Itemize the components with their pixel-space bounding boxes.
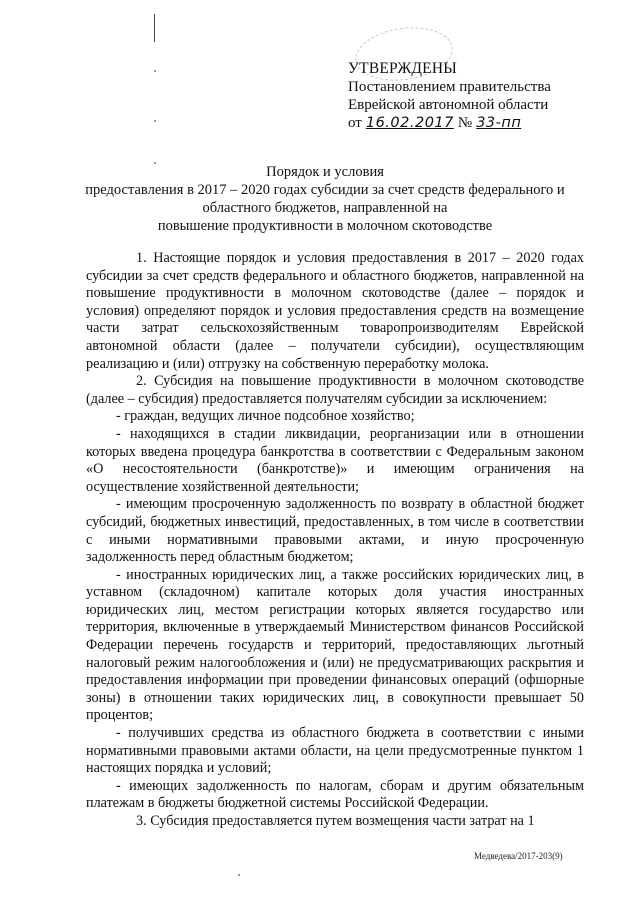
approval-line-2: Еврейской автономной области (348, 97, 549, 113)
footer-code: Медведева/2017-203(9) (474, 851, 563, 861)
approval-block (348, 60, 618, 132)
exclusion-item: - граждан, ведущих личное подсобное хозяйство; (116, 408, 415, 425)
paragraph-3: 3. Субсидия предоставляется путем возмещения части затрат на 1 (136, 813, 535, 829)
scan-speck (154, 120, 156, 122)
exclusion-item: - находящихся в стадии ликвидации, реорганизации или в отношении которых введена процедура банкротства в соответствии с Федеральным законом «О несостоятельности (банкротстве)» и имеющим ограничения на осуществление хозяйственной деятельности; (86, 425, 584, 495)
document-title (40, 163, 610, 235)
approval-date-line (348, 114, 618, 132)
exclusion-item: - имеющих задолженность по налогам, сборам и другим обязательным платежам в бюджеты бюджетной системы Российской Федерации. (86, 777, 584, 812)
title-line-3: областного бюджетов, направленной на (202, 200, 448, 216)
exclusion-item: - иностранных юридических лиц, а также российских юридических лиц, в уставном (складочном) капитале которых доля участия иностранных юридических лиц, местом регистрации которых является государство или территория, включенные в утверждаемый Министерством финансов Российской Федерации перечень государств и территорий, предоставляющих льготный налоговый режим налогообложения и (или) не предусматривающих раскрытия и предоставления информации при проведении финансовых операций (офшорные зоны) в отношении таких юридических лиц, в совокупности превышает 50 процентов; (86, 566, 584, 724)
number-prefix: № (457, 115, 473, 131)
handwritten-date: 16.02.2017 (365, 115, 454, 131)
title-line-2: предоставления в 2017 – 2020 годах субсидии за счет средств федерального и (85, 182, 565, 198)
exclusion-item: - имеющим просроченную задолженность по возврату в областной бюджет субсидий, бюджетных инвестиций, предоставленных, в том числе в соответствии с иными нормативными правовыми актами, и иную просроченную задолженность перед областным бюджетом; (86, 496, 584, 566)
scan-margin-line (154, 14, 155, 42)
handwritten-number: 33-пп (476, 115, 522, 131)
paragraph-2: 2. Субсидия на повышение продуктивности в молочном скотоводстве (далее – субсидия) предоставляется получателям субсидии за исключением: (86, 373, 584, 407)
document-body (86, 250, 584, 831)
title-line-4: повышение продуктивности в молочном скотоводстве (157, 218, 493, 234)
exclusion-item: - получивших средства из областного бюджета в соответствии с иными нормативными правовыми актами области, на цели предусмотренные пунктом 1 настоящих порядка и условий; (86, 725, 584, 777)
scan-speck (238, 874, 240, 876)
approval-title: УТВЕРЖДЕНЫ (348, 60, 457, 77)
paragraph-1: 1. Настоящие порядок и условия предоставления в 2017 – 2020 годах субсидии за счет средств федерального и областного бюджетов, направленной на повышение продуктивности в молочном скотоводстве (далее – порядок и условия) определяют порядок и условия предоставления средств на возмещение части затрат сельскохозяйственным товаропроизводителям Еврейской автономной области (далее – получатели субсидии), осуществляющим реализацию и (или) отгрузку на собственную переработку молока. (86, 250, 584, 372)
scan-speck (154, 70, 156, 72)
date-prefix: от (348, 115, 362, 131)
title-line-1: Порядок и условия (266, 164, 384, 180)
approval-line-1: Постановлением правительства (348, 79, 551, 95)
